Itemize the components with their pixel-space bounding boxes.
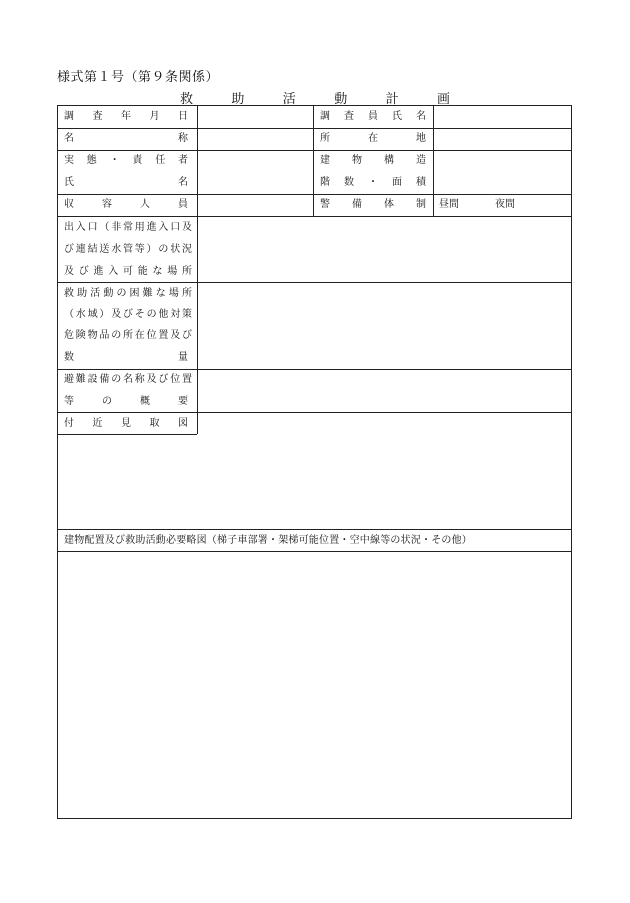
label-capacity: 収容人員: [64, 199, 188, 210]
label-entrances-line3: 及び進入可能な場所: [64, 266, 192, 277]
label-survey-date: 調査年月日: [64, 111, 188, 122]
label-entrances-line1: 出入口（非常用進入口及: [64, 222, 192, 233]
label-evacuation-line2: 等の概要: [64, 396, 188, 407]
label-security-system: 警備体制: [320, 199, 426, 210]
label-vicinity-map: 付近見取図: [64, 418, 188, 429]
label-floors-area: 階数・面積: [320, 177, 426, 188]
form-number-label: 様式第１号（第９条関係）: [57, 70, 220, 85]
label-difficult-line2: （水域）及びその他対策: [64, 309, 192, 320]
label-difficult-line1: 救助活動の困難な場所: [64, 288, 192, 299]
label-name: 名称: [64, 133, 188, 144]
label-surveyor-name: 調査員氏名: [320, 111, 426, 122]
form-title: 救助活動計画: [180, 92, 450, 107]
label-location: 所在地: [320, 133, 426, 144]
label-daytime: 昼間: [439, 199, 459, 210]
label-responsible-person-line2: 氏名: [64, 177, 188, 188]
label-entrances-line2: び連結送水管等）の状況: [64, 244, 192, 255]
label-difficult-line3: 危険物品の所在位置及び: [64, 330, 192, 341]
label-evacuation-line1: 避難設備の名称及び位置: [64, 374, 192, 385]
label-nighttime: 夜間: [495, 199, 515, 210]
label-building-structure: 建物構造: [320, 155, 426, 166]
label-layout-diagram: 建物配置及び救助活動必要略図（梯子車部署・架梯可能位置・空中線等の状況・その他）: [64, 535, 472, 546]
label-difficult-line4: 数量: [64, 352, 188, 363]
label-responsible-person-line1: 実態・責任者: [64, 155, 188, 166]
